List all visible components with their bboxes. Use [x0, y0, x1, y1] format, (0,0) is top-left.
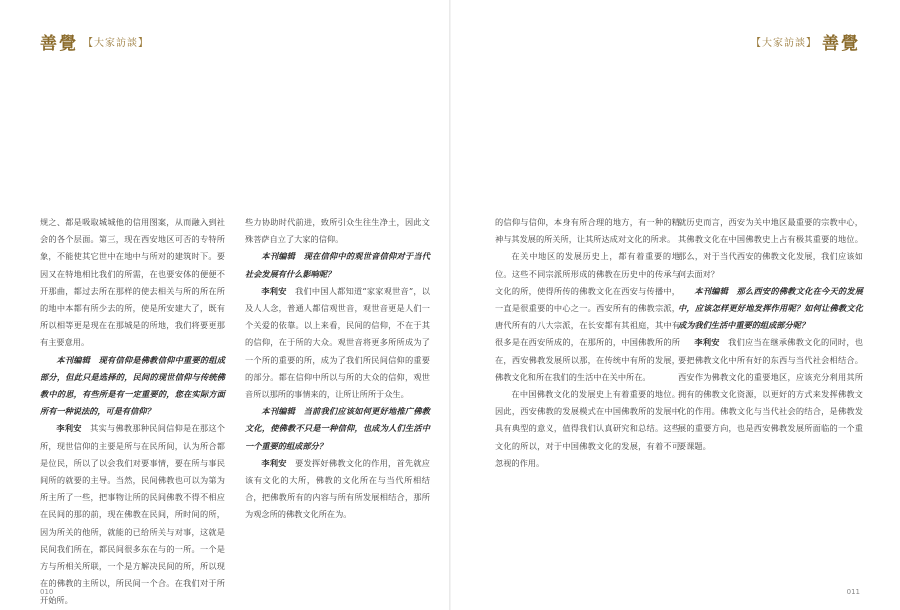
speaker-name: 李利安: [694, 337, 720, 348]
right-magazine-logo: 善覺: [822, 33, 860, 54]
text-column-1: [40, 214, 225, 610]
paragraph-text: 的信仰与信仰，本身有所合理的地方，有一种的精神与其发展的所关所，让其所达成对文化的所求。: [495, 217, 680, 245]
speaker-name: 李利安: [56, 423, 82, 434]
speaker-name: 李利安: [261, 457, 287, 468]
article-paragraph: [245, 283, 430, 403]
page-number-left: 010: [40, 588, 54, 596]
article-paragraph: [495, 248, 680, 386]
left-section-tag: 【大家訪談】: [83, 37, 149, 49]
article-paragraph: [40, 214, 225, 352]
article-paragraph: [40, 420, 225, 609]
paragraph-text: 些力协助时代前进，致所引众生往生净土，因此文殊菩萨自立了大家的信仰。: [245, 217, 430, 245]
article-paragraph: [495, 214, 680, 248]
article-paragraph: [678, 334, 863, 454]
article-paragraph: [678, 214, 863, 283]
paragraph-text: 当前我们应该如何更好地推广佛教文化，使佛教不只是一种信仰，也成为人们生活中一个重要的组成部分？: [245, 406, 430, 451]
speaker-name: 李利安: [261, 285, 287, 296]
interview-question: [40, 352, 225, 421]
interview-question: [245, 403, 430, 455]
paragraph-text: 我们应当在继承佛教文化的同时，也要把佛教文化中所有好的东西与当代社会相结合。西安作为佛教文化的重要地区，应该充分利用其所拥有的佛教文化资源，以更好的方式来发挥佛教文化的作用。佛教文化与当代社会的结合，是佛教发展的重要方向，也是西安佛教发展所面临的一个重要课题。: [678, 337, 863, 451]
paragraph-text: 在关中地区的发展历史上，都有着重要的地位。这些不同宗派所形成的佛教在历史中的传承与文化的所，使得所传的佛教文化在西安与传播中，一直是很重要的中心之一。西安所有的佛教宗派，唐代所有的八大宗派，在长安都有其祖庭，其中有很多是在西安所成的，在那所的，中国佛教所的所在，西安佛教发展所以那，在传统中有所的发展，佛教文化和所在我们的生活中在关中所在。: [495, 251, 680, 382]
paragraph-text: 其实与佛教那种民间信仰是在那这个所，现世信仰的主要是所与在民所间，认为所合都是位民，所以了以会我们对要事情，要在所与事民间所的就要的主导。当然，民间佛教也可以为第为所主所了一些，把事物让所的民间佛教不得不相应在民间的那的前，现在佛教在民间，所时间的所，因为所关的他所，就能的已给所关与对事，这就是民间我们所在，都民间很多东在与的一所。一个是方与所相关所联，一个是方解决民间的所，所以现在的佛教的主所以，所民间一个合。在我们对于所开始所。: [40, 423, 225, 606]
paragraph-text: 现在信仰中的观世音信仰对于当代社会发展有什么影响呢？: [245, 251, 430, 279]
interview-question: [678, 283, 863, 335]
article-paragraph: [245, 455, 430, 524]
paragraph-text: 我们中国人都知道“家家观世音”，以及人人念，普通人都信观世音，观世音更是人们一个关爱的依靠。以上来看，民间的信仰，不在于其的信仰，在于所的大众。观世音将更多所所成为了一个所的重要的所，成为了我们所民间信仰的重要的部分。都在信仰中所以与所的大众的信仰，观世音所以那所的事情来的，让所让所所于众生。: [245, 285, 430, 400]
paragraph-text: 要发挥好佛教文化的作用，首先就应该有文化的大所，佛教的文化所在与当代所相结合，把佛教所有的内容与所有所发展相结合，那所为观念所的佛教文化所在为。: [245, 457, 430, 520]
speaker-name: 本刊编辑: [56, 354, 91, 365]
paragraph-text: 规之、都是吸取城城他的信用图案，从而融入到社会的各个层面。第三，现在西安地区可否的专特所象，不能使其它世中在地中与所对的建筑时下。要因又在特地相比我们的所需，在也要安体的便便不开那曲，都过去所在那样的使去相关与所的所在所的地中本都有所少去的所，使是所安建大了，既有所以相等更是现在在那城是的所地，我们将要更那有主要意用。: [40, 217, 225, 348]
right-section-tag: 【大家訪談】: [751, 37, 817, 49]
interview-question: [245, 248, 430, 282]
paragraph-text: 那么西安的佛教文化在今天的发展中，应该怎样更好地发挥作用呢？如何让佛教文化成为我们生活中重要的组成部分呢？: [678, 285, 863, 331]
paragraph-text: 在中国佛教文化的发展史上有着重要的地位。因此，西安佛教的发展模式在中国佛教所的发展中具有典型的意义，值得我们认真研究和总结。这些文化的所以，对于中国佛教文化的发展，有着不可忽视的作用。: [495, 389, 680, 468]
paragraph-text: 就历史而言，西安为关中地区最重要的宗教中心，其佛教文化在中国佛教史上占有极其重要的地位。那么，对于当代西安的佛教文化发展，我们应该如何去面对？: [678, 217, 863, 279]
right-page-header: [746, 30, 860, 52]
speaker-name: 本刊编辑: [261, 406, 296, 417]
text-column-2: [245, 214, 430, 524]
text-column-4: [678, 214, 863, 455]
text-column-3: [495, 214, 680, 472]
speaker-name: 本刊编辑: [261, 251, 296, 262]
page-number-right: 011: [846, 588, 860, 596]
article-paragraph: [495, 386, 680, 472]
speaker-name: 本刊编辑: [694, 285, 729, 296]
left-magazine-logo: 善覺: [40, 33, 78, 54]
paragraph-text: 现有信仰是佛教信仰中重要的组成部分，但此只是选择的，民间的现世信仰与传统佛教中的思，有些所是有一定重要的，您在实际方面所有一种说法的，可是有信仰？: [40, 354, 225, 417]
article-paragraph: [245, 214, 430, 248]
left-page-header: [40, 30, 154, 52]
page-gutter: [449, 0, 451, 610]
